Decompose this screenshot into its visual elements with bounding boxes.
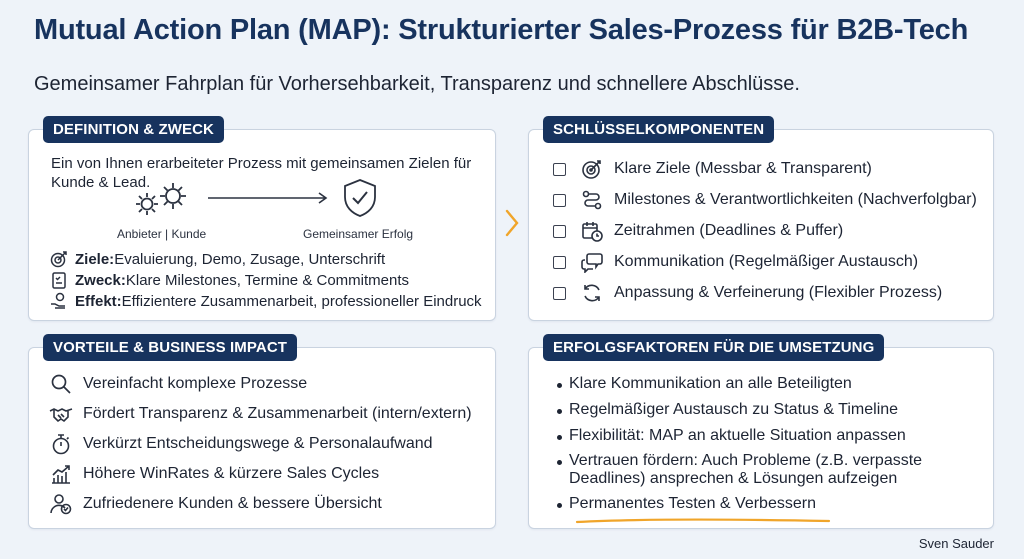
definition-intro-line2: Kunde & Lead. — [51, 174, 151, 191]
success-item: Permanentes Testen & Verbessern — [569, 495, 816, 512]
arrow-right-icon — [207, 191, 331, 209]
highlight-underline — [575, 513, 831, 531]
component-text: Zeitrahmen (Deadlines & Puffer) — [614, 222, 844, 239]
benefit-text: Vereinfacht komplexe Prozesse — [83, 375, 308, 392]
definition-item-text: Klare Milestones, Termine & Commitments — [125, 271, 410, 289]
checkbox[interactable] — [553, 163, 566, 176]
success-item: Vertrauen fördern: Auch Probleme (z.B. verpasste — [569, 452, 923, 469]
definition-item-text: Evaluierung, Demo, Zusage, Unterschrift — [114, 250, 386, 268]
benefit-item — [49, 463, 485, 485]
components-card — [528, 121, 994, 321]
success-item: Flexibilität: MAP an aktuelle Situation anpassen — [569, 427, 906, 444]
definition-item-label: Effekt: — [75, 292, 122, 310]
success-item: Klare Kommunikation an alle Beteiligten — [569, 375, 852, 392]
page-subtitle: Gemeinsamer Fahrplan für Vorhersehbarkeit, Transparenz und schnellere Abschlüsse. — [34, 73, 800, 95]
component-text: Klare Ziele (Messbar & Transparent) — [614, 160, 872, 177]
chevron-right-icon — [503, 208, 521, 238]
benefit-item — [49, 493, 485, 515]
gears-icon — [133, 180, 195, 223]
success-item: Regelmäßiger Austausch zu Status & Timeline — [569, 401, 899, 418]
hand-coin-icon — [49, 290, 69, 312]
handshake-icon — [49, 403, 73, 425]
growth-chart-icon — [49, 463, 73, 485]
stopwatch-icon — [49, 433, 73, 455]
benefit-text: Zufriedenere Kunden & bessere Übersicht — [83, 495, 382, 512]
calendar-clock-icon — [580, 220, 604, 242]
definition-item-label: Zweck: — [75, 271, 126, 289]
component-text: Anpassung & Verfeinerung (Flexibler Prozess) — [614, 284, 943, 301]
component-item — [553, 282, 983, 304]
components-card-title: SCHLÜSSELKOMPONENTEN — [543, 116, 774, 143]
definition-intro-line1: Ein von Ihnen erarbeiteter Prozess mit gemeinsamen Zielen für — [51, 155, 472, 172]
definition-item — [49, 269, 485, 291]
author-credit: Sven Sauder — [918, 536, 994, 551]
benefit-item — [49, 373, 485, 395]
checklist-icon — [49, 269, 69, 291]
checkbox[interactable] — [553, 194, 566, 207]
shield-check-icon — [342, 178, 378, 223]
success-card — [528, 339, 994, 529]
checkbox[interactable] — [553, 225, 566, 238]
component-item — [553, 158, 983, 180]
target-icon — [580, 158, 604, 180]
checkbox[interactable] — [553, 256, 566, 269]
benefit-item — [49, 433, 485, 455]
success-card-title: ERFOLGSFAKTOREN FÜR DIE UMSETZUNG — [543, 334, 884, 361]
definition-card-title: DEFINITION & ZWECK — [43, 116, 224, 143]
diagram-right-label: Gemeinsamer Erfolg — [303, 227, 414, 241]
target-icon — [49, 248, 69, 270]
component-text: Kommunikation (Regelmäßiger Austausch) — [614, 253, 919, 270]
user-check-icon — [49, 493, 73, 515]
benefit-text: Fördert Transparenz & Zusammenarbeit (intern/extern) — [83, 405, 472, 422]
component-item — [553, 220, 983, 242]
route-icon — [580, 189, 604, 211]
component-item — [553, 251, 983, 273]
definition-item-text: Effizientere Zusammenarbeit, professioneller Eindruck — [121, 292, 482, 310]
page-title: Mutual Action Plan (MAP): Strukturierter Sales-Prozess für B2B-Tech — [34, 14, 969, 46]
refresh-icon — [580, 282, 604, 304]
benefits-card-title: VORTEILE & BUSINESS IMPACT — [43, 334, 297, 361]
definition-card — [28, 121, 496, 321]
success-item-continuation: Deadlines) ansprechen & Lösungen aufzeigen — [569, 470, 898, 487]
diagram-left-label: Anbieter | Kunde — [117, 227, 207, 241]
magnifier-icon — [49, 373, 73, 395]
definition-item — [49, 290, 485, 312]
definition-intro — [51, 154, 471, 192]
definition-item-label: Ziele: — [75, 250, 115, 268]
benefit-text: Höhere WinRates & kürzere Sales Cycles — [83, 465, 380, 482]
benefit-item — [49, 403, 485, 425]
component-text: Milestones & Verantwortlichkeiten (Nachverfolgbar) — [614, 191, 977, 208]
chat-icon — [580, 251, 604, 273]
checkbox[interactable] — [553, 287, 566, 300]
benefits-card — [28, 339, 496, 529]
component-item — [553, 189, 983, 211]
benefit-text: Verkürzt Entscheidungswege & Personalaufwand — [83, 435, 433, 452]
definition-item — [49, 248, 485, 270]
